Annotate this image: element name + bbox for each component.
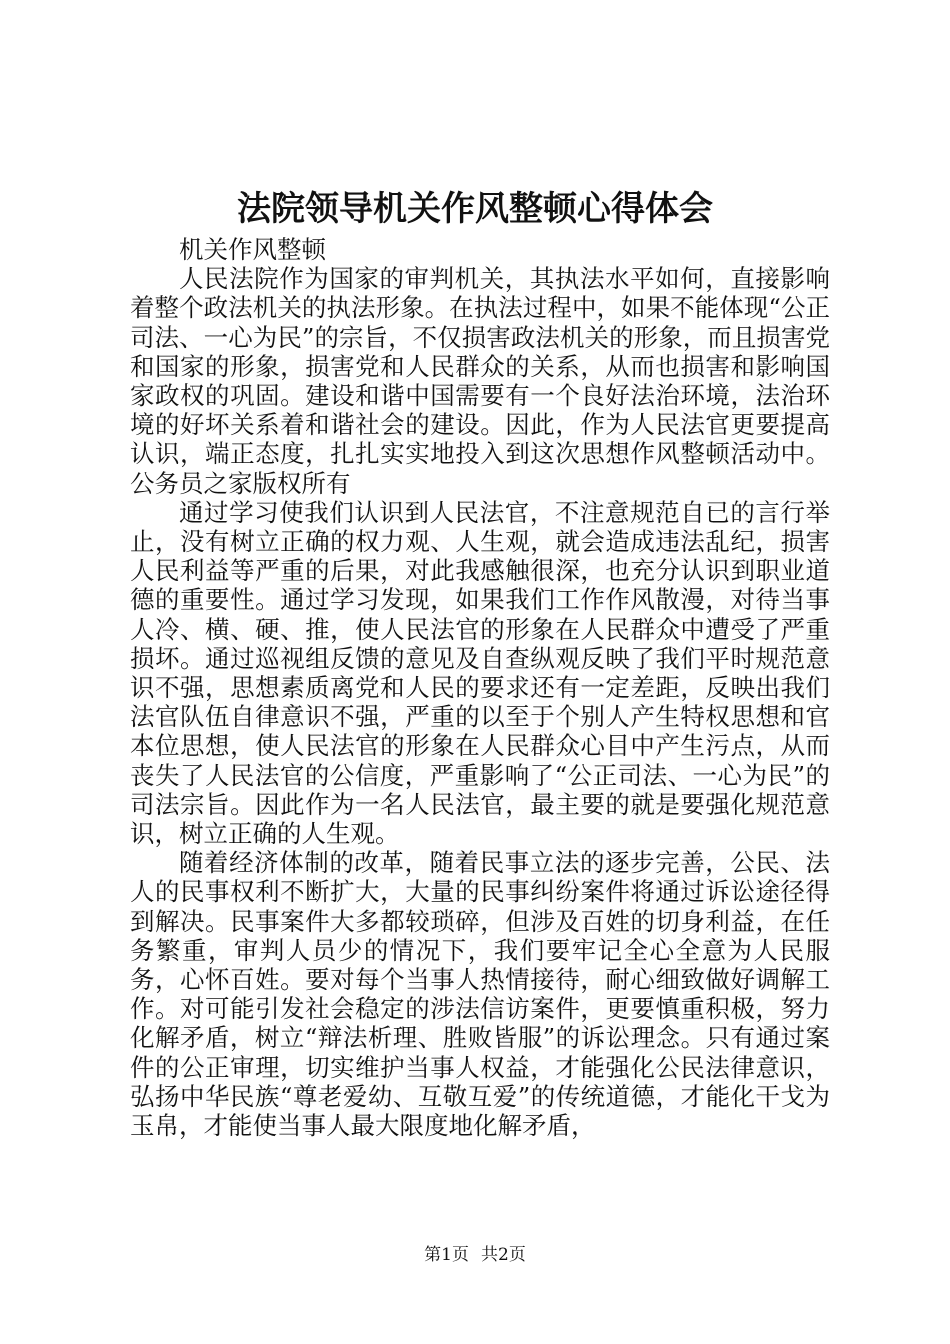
page-footer bbox=[0, 1243, 950, 1267]
paragraph-2: 通过学习使我们认识到人民法官，不注意规范自已的言行举止，没有树立正确的权力观、人生观，就会造成违法乱纪，损害人民利益等严重的后果，对此我感触很深，也充分认识到职业道德的重要性。通过学习发现，如果我们工作作风散漫，对待当事人冷、横、硬、推，使人民法官的形象在人民群众中遭受了严重损坏。通过巡视组反馈的意见及自查纵观反映了我们平时规范意识不强，思想素质离党和人民的要求还有一定差距，反映出我们法官队伍自律意识不强，严重的以至于个别人产生特权思想和官本位思想，使人民法官的形象在人民群众心目中产生污点，从而丧失了人民法官的公信度，严重影响了“公正司法、一心为民”的司法宗旨。因此作为一名人民法官，最主要的就是要强化规范意识，树立正确的人生观。 bbox=[130, 497, 830, 849]
document-body bbox=[130, 235, 830, 1140]
paragraph-3: 随着经济体制的改革，随着民事立法的逐步完善，公民、法人的民事权利不断扩大，大量的民事纠纷案件将通过诉讼途径得到解决。民事案件大多都较琐碎，但涉及百姓的切身利益，在任务繁重，审判人员少的情况下，我们要牢记全心全意为人民服务，心怀百姓。要对每个当事人热情接待，耐心细致做好调解工作。对可能引发社会稳定的涉法信访案件，更要慎重积极，努力化解矛盾，树立“辩法析理、胜败皆服”的诉讼理念。只有通过案件的公正审理，切实维护当事人权益，才能强化公民法律意识，弘扬中华民族“尊老爱幼、互敬互爱”的传统道德，才能化干戈为玉帛，才能使当事人最大限度地化解矛盾， bbox=[130, 848, 830, 1141]
page-number: 第1页 bbox=[424, 1245, 469, 1265]
paragraph-1: 人民法院作为国家的审判机关，其执法水平如何，直接影响着整个政法机关的执法形象。在执法过程中，如果不能体现“公正司法、一心为民”的宗旨，不仅损害政法机关的形象，而且损害党和国家的形象，损害党和人民群众的关系，从而也损害和影响国家政权的巩固。建设和谐中国需要有一个良好法治环境，法治环境的好坏关系着和谐社会的建设。因此，作为人民法官更要提高认识，端正态度，扎扎实实地投入到这次思想作风整顿活动中。公务员之家版权所有 bbox=[130, 264, 830, 498]
section-subheading: 机关作风整顿 bbox=[179, 235, 326, 264]
page-total: 共2页 bbox=[481, 1245, 526, 1265]
document-title: 法院领导机关作风整顿心得体会 bbox=[237, 189, 713, 229]
